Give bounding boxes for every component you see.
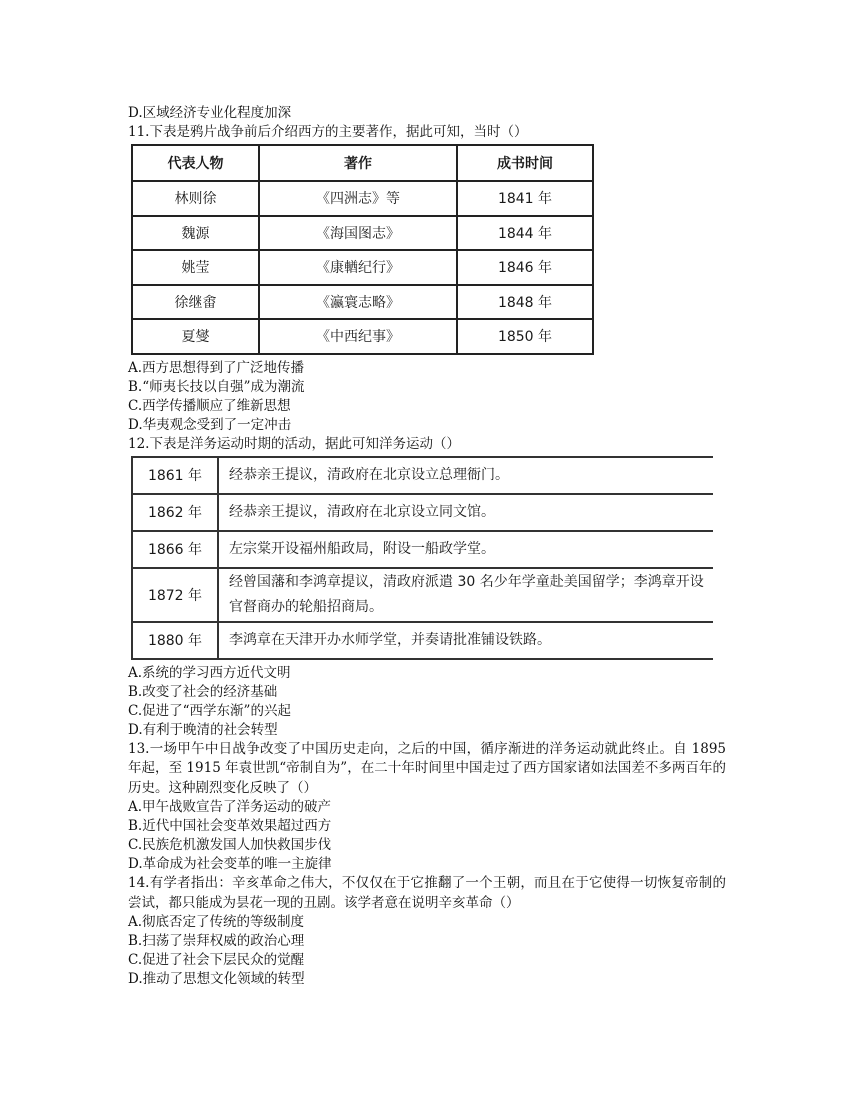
work-cell: 《瀛寰志略》 <box>259 285 457 320</box>
table-row <box>132 319 593 354</box>
q14-option-b: B.扫荡了崇拜权威的政治心理 <box>128 933 305 949</box>
table-row <box>132 250 593 285</box>
year-cell: 1861 年 <box>132 457 218 494</box>
q13-option-d: D.革命成为社会变革的唯一主旋律 <box>128 856 332 872</box>
event-cell: 经恭亲王提议，清政府在北京设立同文馆。 <box>218 494 713 531</box>
event-cell: 李鸿章在天津开办水师学堂，并奏请批准铺设铁路。 <box>218 622 713 659</box>
exam-page <box>128 104 728 989</box>
q14-option-a: A.彻底否定了传统的等级制度 <box>128 914 305 930</box>
work-cell: 《四洲志》等 <box>259 181 457 216</box>
q13-stem: 13.一场甲午中日战争改变了中国历史走向，之后的中国，循序渐进的洋务运动就此终止。自 1895 年起，至 1915 年袁世凯“帝制自为”，在二十年时间里中国走过了西方国家诸如法国差不多两百年的历史。这种剧烈变化反映了（） <box>128 740 726 796</box>
header-cell: 成书时间 <box>457 145 593 181</box>
year-cell: 1841 年 <box>457 181 593 216</box>
table-row <box>132 494 713 531</box>
table-header-row <box>132 145 593 181</box>
table-row <box>132 568 713 622</box>
table-row <box>132 457 713 494</box>
event-cell: 经恭亲王提议，清政府在北京设立总理衙门。 <box>218 457 713 494</box>
q12-stem: 12.下表是洋务运动时期的活动，据此可知洋务运动（） <box>128 435 460 452</box>
table-row <box>132 216 593 251</box>
q12-option-a: A.系统的学习西方近代文明 <box>128 664 291 681</box>
year-cell: 1848 年 <box>457 285 593 320</box>
person-cell: 魏源 <box>132 216 259 251</box>
event-cell: 经曾国藩和李鸿章提议，清政府派遣 30 名少年学童赴美国留学；李鸿章开设官督商办的轮船招商局。 <box>218 568 713 622</box>
q13-option-a: A.甲午战败宣告了洋务运动的破产 <box>128 799 332 815</box>
person-cell: 徐继畬 <box>132 285 259 320</box>
year-cell: 1862 年 <box>132 494 218 531</box>
person-cell: 姚莹 <box>132 250 259 285</box>
person-cell: 林则徐 <box>132 181 259 216</box>
work-cell: 《海国图志》 <box>259 216 457 251</box>
q11-option-b: B.“师夷长技以自强”成为潮流 <box>128 378 305 395</box>
q11-option-d: D.华夷观念受到了一定冲击 <box>128 416 292 433</box>
q11-option-a: A.西方思想得到了广泛地传播 <box>128 359 305 376</box>
work-cell: 《康輶纪行》 <box>259 250 457 285</box>
year-cell: 1846 年 <box>457 250 593 285</box>
work-cell: 《中西纪事》 <box>259 319 457 354</box>
year-cell: 1866 年 <box>132 531 218 568</box>
header-cell: 著作 <box>259 145 457 181</box>
q11-option-c: C.西学传播顺应了维新思想 <box>128 397 291 414</box>
q14-option-d: D.推动了思想文化领域的转型 <box>128 971 305 987</box>
table-row <box>132 531 713 568</box>
q12-option-c: C.促进了“西学东渐”的兴起 <box>128 702 291 719</box>
q11-stem: 11.下表是鸦片战争前后介绍西方的主要著作，据此可知，当时（） <box>128 124 528 140</box>
year-cell: 1844 年 <box>457 216 593 251</box>
event-cell: 左宗棠开设福州船政局，附设一船政学堂。 <box>218 531 713 568</box>
option-d-prev: D.区域经济专业化程度加深 <box>128 105 292 121</box>
table-row <box>132 622 713 659</box>
q11-table <box>131 144 594 355</box>
q11-table-wrap <box>131 144 728 355</box>
q12-table <box>131 456 713 660</box>
q14-option-c: C.促进了社会下层民众的觉醒 <box>128 952 305 968</box>
q12-option-b: B.改变了社会的经济基础 <box>128 683 278 700</box>
q12-table-wrap <box>131 456 728 660</box>
table-row <box>132 181 593 216</box>
q13-option-c: C.民族危机激发国人加快救国步伐 <box>128 837 332 853</box>
q14-stem: 14.有学者指出：辛亥革命之伟大，不仅仅在于它推翻了一个王朝，而且在于它使得一切恢复帝制的尝试，都只能成为昙花一现的丑剧。该学者意在说明辛亥革命（） <box>128 875 726 911</box>
person-cell: 夏燮 <box>132 319 259 354</box>
year-cell: 1880 年 <box>132 622 218 659</box>
q12-option-d: D.有利于晚清的社会转型 <box>128 721 278 738</box>
header-cell: 代表人物 <box>132 145 259 181</box>
year-cell: 1850 年 <box>457 319 593 354</box>
q13-option-b: B.近代中国社会变革效果超过西方 <box>128 818 332 834</box>
year-cell: 1872 年 <box>132 568 218 622</box>
table-row <box>132 285 593 320</box>
